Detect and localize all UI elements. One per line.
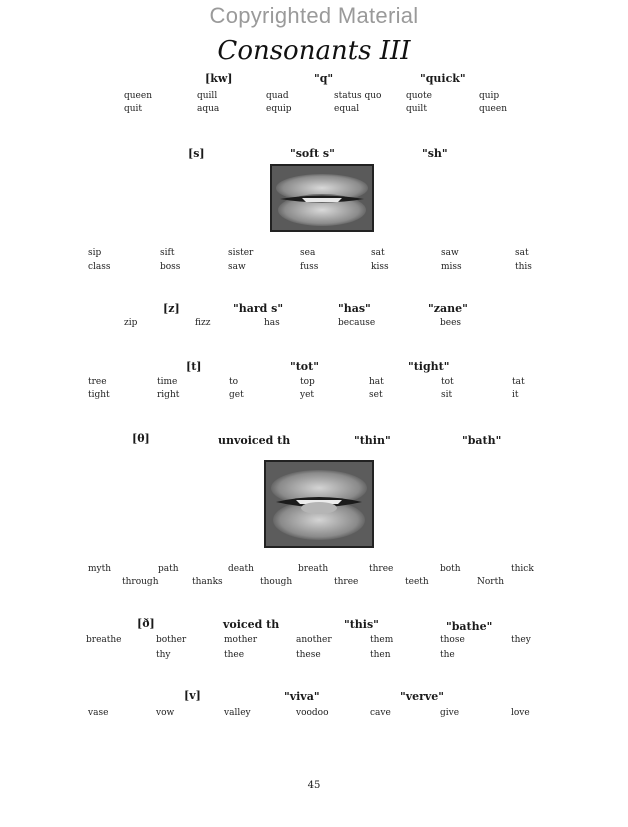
- word: queen: [479, 104, 508, 114]
- word: equip: [266, 104, 292, 114]
- word: time: [157, 377, 178, 387]
- word: then: [370, 650, 391, 660]
- word: sift: [160, 248, 175, 258]
- word: voodoo: [296, 708, 329, 718]
- page-title: Consonants III: [217, 36, 411, 66]
- word: sea: [300, 248, 316, 258]
- section-header: voiced th: [223, 618, 280, 631]
- word: has: [264, 318, 280, 328]
- word: the: [440, 650, 455, 660]
- word: to: [229, 377, 239, 387]
- word: set: [369, 390, 383, 400]
- section-header: "tight": [408, 360, 450, 373]
- section-header: "bath": [462, 434, 502, 447]
- word: thy: [156, 650, 171, 660]
- word: miss: [441, 262, 462, 272]
- word: them: [370, 635, 394, 645]
- word: aqua: [197, 104, 220, 114]
- section-header: "zane": [428, 302, 468, 315]
- word: another: [296, 635, 332, 645]
- word: thee: [224, 650, 245, 660]
- section-header: "has": [338, 302, 371, 315]
- section-header: [ð]: [137, 617, 155, 630]
- word: cave: [370, 708, 391, 718]
- word: tat: [512, 377, 525, 387]
- word: it: [512, 390, 519, 400]
- word: quote: [406, 91, 432, 101]
- word: thick: [511, 564, 534, 574]
- section-header: "sh": [422, 147, 448, 160]
- section-header: [z]: [163, 302, 180, 315]
- word: quit: [124, 104, 143, 114]
- word: three: [334, 577, 359, 587]
- word: equal: [334, 104, 360, 114]
- word: saw: [228, 262, 246, 272]
- word: sat: [515, 248, 529, 258]
- word: they: [511, 635, 531, 645]
- mouth-photo-s: [270, 164, 374, 232]
- section-header: "bathe": [446, 620, 493, 633]
- word: teeth: [405, 577, 429, 587]
- page-number: 45: [307, 780, 321, 791]
- section-header: "q": [314, 72, 334, 85]
- word: tree: [88, 377, 107, 387]
- word: sister: [228, 248, 254, 258]
- section-header: [t]: [186, 360, 202, 373]
- section-header: "this": [344, 618, 379, 631]
- section-header: "soft s": [290, 147, 335, 160]
- word: status quo: [334, 91, 382, 101]
- word: right: [157, 390, 180, 400]
- word: this: [515, 262, 532, 272]
- word: love: [511, 708, 530, 718]
- word: get: [229, 390, 244, 400]
- section-header: [v]: [184, 689, 201, 702]
- section-header: [kw]: [205, 72, 233, 85]
- word: North: [477, 577, 505, 587]
- word: valley: [224, 708, 251, 718]
- word: sip: [88, 248, 102, 258]
- word: sat: [371, 248, 385, 258]
- word: both: [440, 564, 461, 574]
- watermark: Copyrighted Material: [209, 3, 419, 28]
- word: because: [338, 318, 376, 328]
- word: vase: [88, 708, 109, 718]
- word: bother: [156, 635, 187, 645]
- mouth-photo-th: [264, 460, 374, 548]
- section-header: "hard s": [233, 302, 284, 315]
- word: hat: [369, 377, 384, 387]
- word: breath: [298, 564, 329, 574]
- word: death: [228, 564, 254, 574]
- word: breathe: [86, 635, 122, 645]
- word: these: [296, 650, 321, 660]
- word: though: [260, 577, 293, 587]
- word: quip: [479, 91, 500, 101]
- word: fizz: [195, 318, 211, 328]
- word: give: [440, 708, 460, 718]
- word: vow: [156, 708, 175, 718]
- word: those: [440, 635, 465, 645]
- word: tight: [88, 390, 110, 400]
- word: quill: [197, 91, 218, 101]
- section-header: [θ]: [132, 432, 150, 445]
- word: path: [158, 564, 179, 574]
- word: fuss: [300, 262, 319, 272]
- section-header: unvoiced th: [218, 434, 291, 447]
- word: through: [122, 577, 159, 587]
- word: zip: [124, 318, 138, 328]
- section-header: [s]: [188, 147, 205, 160]
- word: yet: [300, 390, 315, 400]
- word: quilt: [406, 104, 427, 114]
- word: class: [88, 262, 111, 272]
- word: bees: [440, 318, 462, 328]
- word: three: [369, 564, 394, 574]
- section-header: "thin": [354, 434, 391, 447]
- section-header: "viva": [284, 690, 320, 703]
- word: kiss: [371, 262, 389, 272]
- section-header: "verve": [400, 690, 445, 703]
- word: saw: [441, 248, 459, 258]
- word: queen: [124, 91, 153, 101]
- word: top: [300, 377, 315, 387]
- word: tot: [441, 377, 454, 387]
- word: sit: [441, 390, 453, 400]
- word: quad: [266, 91, 289, 101]
- word: thanks: [192, 577, 223, 587]
- section-header: "tot": [290, 360, 319, 373]
- word: myth: [88, 564, 112, 574]
- word: mother: [224, 635, 257, 645]
- word: boss: [160, 262, 181, 272]
- section-header: "quick": [420, 72, 466, 85]
